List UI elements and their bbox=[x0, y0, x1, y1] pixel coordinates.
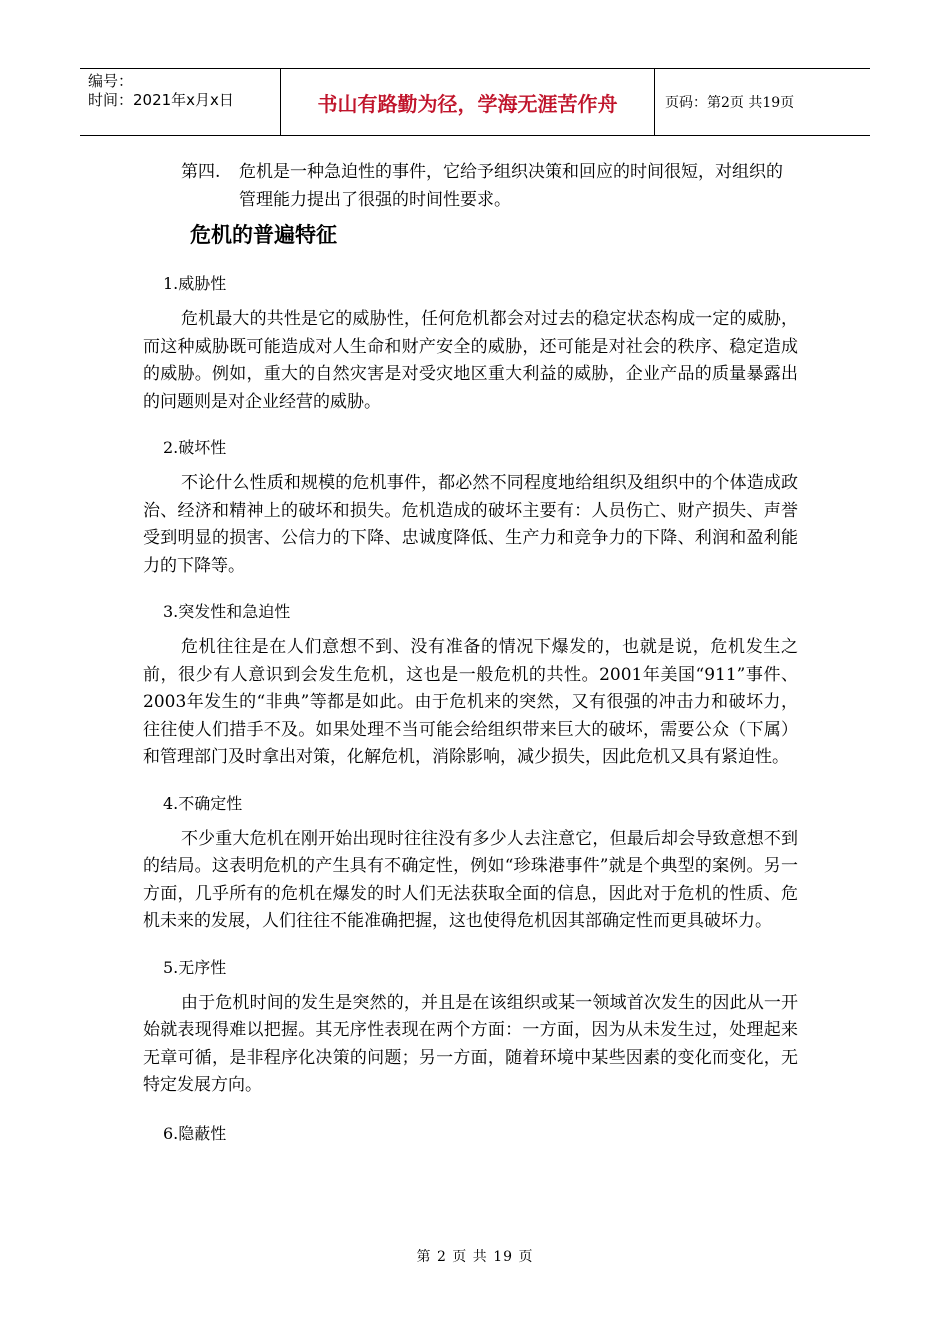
page-footer: 第 2 页 共 19 页 bbox=[416, 1249, 534, 1265]
document-number-label: 编号： bbox=[88, 72, 134, 90]
section-heading: 2.破坏性 bbox=[163, 438, 227, 457]
document-time-label: 时间：2021年x月x日 bbox=[88, 91, 234, 109]
section-heading: 3.突发性和急迫性 bbox=[163, 602, 291, 621]
header-motto: 书山有路勤为径，学海无涯苦作舟 bbox=[281, 69, 655, 135]
section-paragraph: 由于危机时间的发生是突然的，并且是在该组织或某一领域首次发生的因此从一开始就表现得难以把握。其无序性表现在两个方面：一方面，因为从未发生过，处理起来无章可循，是非程序化决策的问题；另一方面，随着环境中某些因素的变化而变化，无特定发展方向。 bbox=[143, 992, 798, 1095]
section-concealment bbox=[143, 1122, 798, 1146]
section-heading: 5.无序性 bbox=[163, 957, 227, 977]
document-body bbox=[143, 158, 798, 1146]
section-title: 危机的普遍特征 bbox=[190, 223, 337, 247]
section-paragraph: 危机往往是在人们意想不到、没有准备的情况下爆发的，也就是说，危机发生之前，很少有人意识到会发生危机，这也是一般危机的共性。2001年美国“911”事件、2003年发生的“非典”等都是如此。由于危机来的突然，又有很强的冲击力和破坏力，往往使人们措手不及。如果处理不当可能会给组织带来巨大的破坏，需要公众（下属）和管理部门及时拿出对策，化解危机，消除影响，减少损失，因此危机又具有紧迫性。 bbox=[143, 637, 798, 767]
section-suddenness bbox=[143, 600, 798, 772]
page-header bbox=[80, 68, 870, 136]
header-meta bbox=[80, 69, 281, 135]
section-heading: 4.不确定性 bbox=[163, 793, 243, 813]
section-disorder bbox=[143, 956, 798, 1100]
intro-item-label: 第四. bbox=[181, 162, 221, 182]
section-threat bbox=[143, 272, 798, 416]
section-heading: 6.隐蔽性 bbox=[163, 1123, 227, 1143]
section-paragraph: 不论什么性质和规模的危机事件，都必然不同程度地给组织及组织中的个体造成政治、经济和精神上的破坏和损失。危机造成的破坏主要有：人员伤亡、财产损失、声誉受到明显的损害、公信力的下降、忠诚度降低、生产力和竞争力的下降、利润和盈利能力的下降等。 bbox=[143, 473, 798, 576]
header-page-info: 页码：第2页 共19页 bbox=[665, 95, 795, 111]
intro-item-text: 危机是一种急迫性的事件，它给予组织决策和回应的时间很短，对组织的管理能力提出了很强的时间性要求。 bbox=[239, 162, 783, 210]
intro-item bbox=[143, 158, 798, 214]
section-uncertainty bbox=[143, 792, 798, 936]
section-destructiveness bbox=[143, 436, 798, 580]
section-paragraph: 不少重大危机在刚开始出现时往往没有多少人去注意它，但最后却会导致意想不到的结局。这表明危机的产生具有不确定性，例如“珍珠港事件”就是个典型的案例。另一方面，几乎所有的危机在爆发的时人们无法获取全面的信息，因此对于危机的性质、危机未来的发展，人们往往不能准确把握，这也使得危机因其部确定性而更具破坏力。 bbox=[143, 828, 798, 931]
section-paragraph: 危机最大的共性是它的威胁性，任何危机都会对过去的稳定状态构成一定的威胁，而这种威胁既可能造成对人生命和财产安全的威胁，还可能是对社会的秩序、稳定造成的威胁。例如，重大的自然灾害是对受灾地区重大利益的威胁，企业产品的质量暴露出的问题则是对企业经营的威胁。 bbox=[143, 309, 798, 412]
section-heading: 1.威胁性 bbox=[163, 274, 227, 293]
